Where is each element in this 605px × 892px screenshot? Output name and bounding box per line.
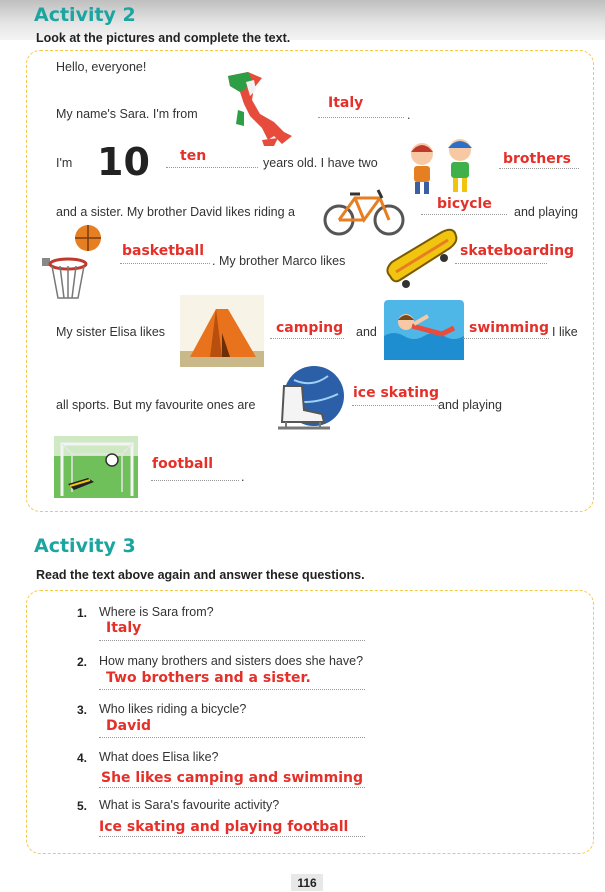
tent-icon: [180, 295, 264, 367]
line5-and: and: [356, 325, 377, 339]
question-number: 1.: [77, 606, 88, 620]
answer-ten: ten: [180, 148, 207, 164]
answer-swimming: swimming: [469, 320, 550, 336]
answer-camping: camping: [276, 320, 344, 336]
answer-line: [270, 338, 344, 339]
answer-skateboarding: skateboarding: [460, 243, 575, 259]
answer-line: [151, 480, 239, 481]
answer-text: David: [106, 718, 152, 734]
answer-text: She likes camping and swimming: [101, 770, 364, 786]
answer-italy: Italy: [328, 95, 364, 111]
answer-line: [499, 168, 579, 169]
answer-basketball: basketball: [122, 243, 204, 259]
answer-line: [120, 263, 210, 264]
answer-line: [455, 263, 547, 264]
answer-line: [352, 405, 438, 406]
greeting-text: Hello, everyone!: [56, 60, 147, 74]
ice-skate-icon: [272, 366, 350, 432]
italy-map-icon: [222, 66, 298, 148]
line1-text: My name's Sara. I'm from: [56, 107, 198, 121]
question-text: Where is Sara from?: [99, 605, 214, 619]
answer-brothers: brothers: [503, 151, 571, 167]
period: .: [407, 108, 411, 122]
activity-3-instruction: Read the text above again and answer these questions.: [36, 568, 365, 582]
answer-text: Two brothers and a sister.: [106, 670, 311, 686]
swimmer-icon: [384, 300, 464, 360]
question-number: 2.: [77, 655, 88, 669]
line6-text: all sports. But my favourite ones are: [56, 398, 256, 412]
activity-2-title: Activity 2: [34, 4, 136, 26]
basketball-hoop-icon: [40, 222, 106, 302]
answer-football: football: [152, 456, 214, 472]
number-ten: 10: [97, 140, 150, 184]
activity-2-instruction: Look at the pictures and complete the text.: [36, 31, 291, 45]
question-text: What is Sara's favourite activity?: [99, 798, 280, 812]
line2-text: years old. I have two: [263, 156, 378, 170]
skateboard-icon: [382, 226, 460, 288]
two-boys-icon: [402, 136, 484, 198]
line2-im: I'm: [56, 156, 73, 170]
answer-line: [99, 737, 365, 738]
answer-ice-skating: ice skating: [353, 385, 440, 401]
line6-text2: and playing: [438, 398, 502, 412]
answer-line: [463, 338, 549, 339]
answer-line: [99, 836, 365, 837]
line5-text2: I like: [552, 325, 578, 339]
question-number: 4.: [77, 751, 88, 765]
line4-text: . My brother Marco likes: [212, 254, 346, 268]
period: .: [241, 470, 245, 484]
answer-line: [318, 117, 404, 118]
answer-line: [99, 640, 365, 641]
answer-line: [99, 689, 365, 690]
answer-line: [421, 214, 507, 215]
question-text: What does Elisa like?: [99, 750, 219, 764]
answer-line: [166, 167, 258, 168]
line3-text2: and playing: [514, 205, 578, 219]
answer-text: Italy: [106, 620, 142, 636]
page-number: 116: [291, 874, 323, 891]
line3-text: and a sister. My brother David likes riding a: [56, 205, 295, 219]
answer-line: [99, 787, 365, 788]
question-text: Who likes riding a bicycle?: [99, 702, 247, 716]
activity-3-title: Activity 3: [34, 535, 136, 557]
question-number: 5.: [77, 799, 88, 813]
answer-text: Ice skating and playing football: [99, 819, 349, 835]
line5-text: My sister Elisa likes: [56, 325, 166, 339]
answer-bicycle: bicycle: [437, 196, 492, 212]
football-goal-icon: [54, 436, 138, 498]
question-number: 3.: [77, 703, 88, 717]
question-text: How many brothers and sisters does she have?: [99, 654, 364, 668]
